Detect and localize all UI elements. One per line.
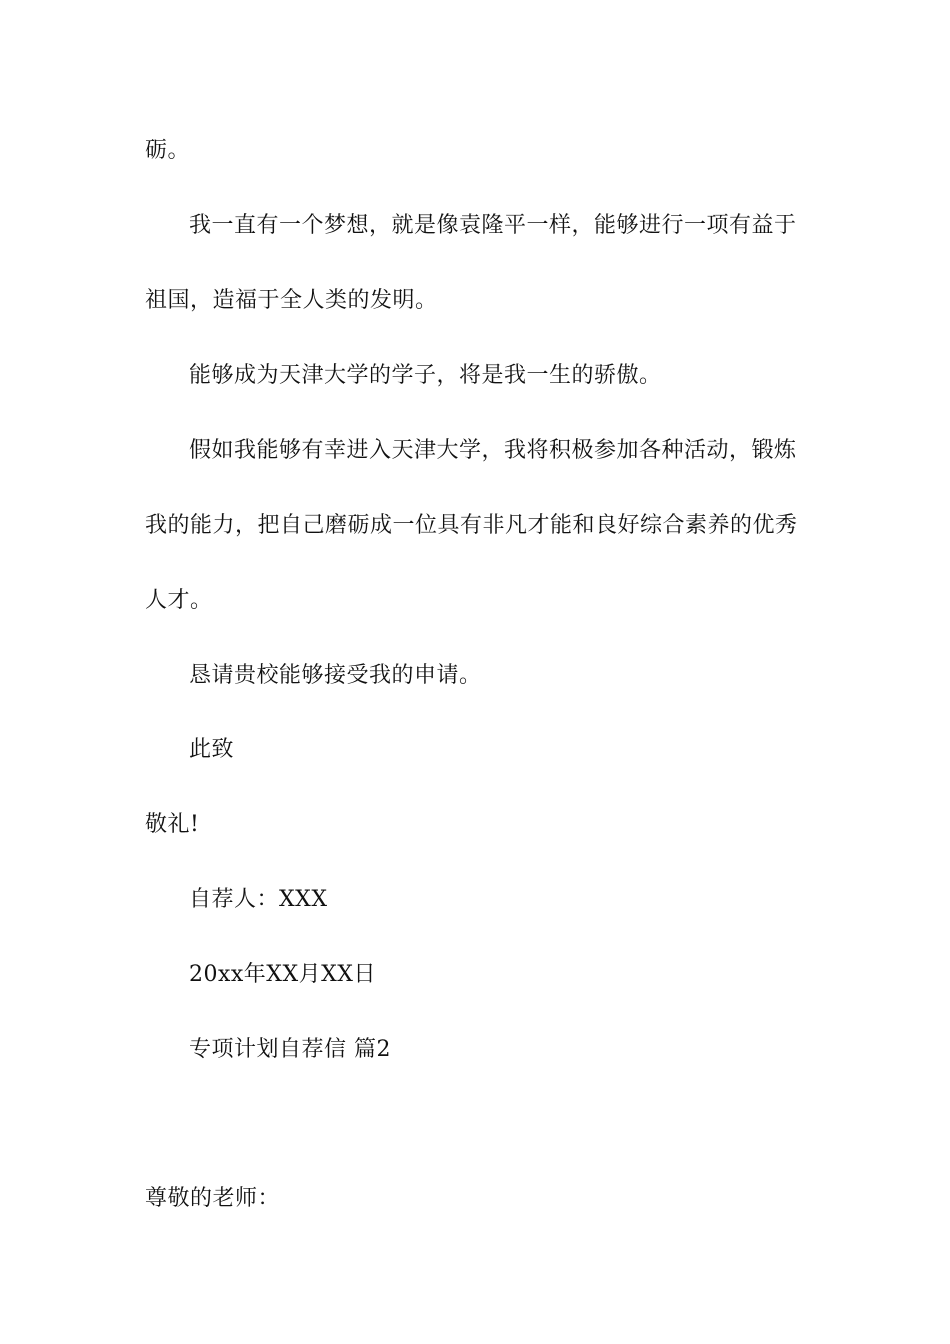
paragraph-dream-line-2: 祖国，造福于全人类的发明。 bbox=[145, 288, 438, 313]
paragraph-pride: 能够成为天津大学的学子，将是我一生的骄傲。 bbox=[189, 363, 662, 388]
paragraph-activities-line-3: 人才。 bbox=[145, 588, 213, 613]
signature-author: 自荐人：XXX bbox=[189, 887, 328, 912]
letter-greeting: 尊敬的老师： bbox=[145, 1186, 281, 1211]
section-heading: 专项计划自荐信 篇2 bbox=[189, 1037, 391, 1062]
paragraph-dream-line-1: 我一直有一个梦想，就是像袁隆平一样，能够进行一项有益于 bbox=[189, 213, 797, 238]
closing-salutation: 此致 bbox=[189, 737, 235, 762]
paragraph-activities-line-2: 我的能力，把自己磨砺成一位具有非凡才能和良好综合素养的优秀 bbox=[145, 513, 798, 538]
text-line-continuation: 砺。 bbox=[145, 138, 191, 163]
signature-date: 20xx年XX月XX日 bbox=[189, 962, 376, 987]
closing-regards: 敬礼! bbox=[145, 812, 200, 837]
paragraph-request: 恳请贵校能够接受我的申请。 bbox=[189, 663, 482, 688]
paragraph-activities-line-1: 假如我能够有幸进入天津大学，我将积极参加各种活动，锻炼 bbox=[189, 438, 797, 463]
